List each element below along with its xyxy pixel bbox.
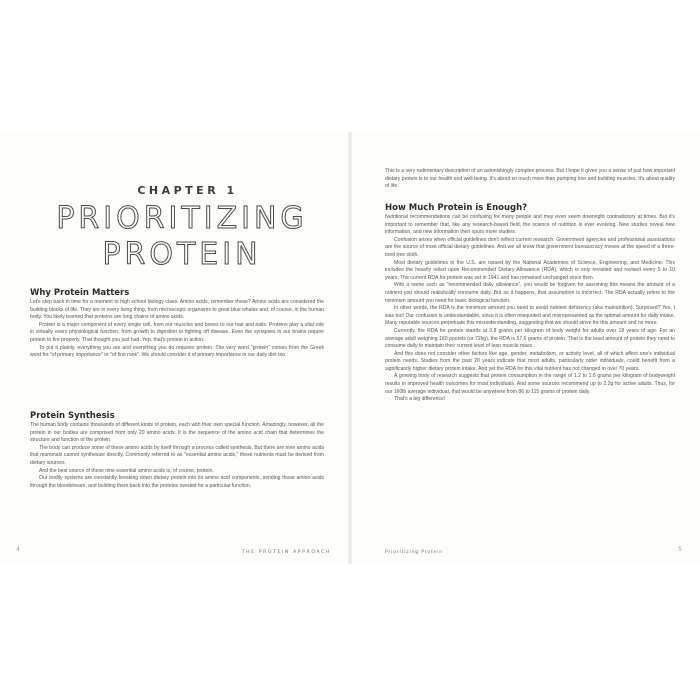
paragraph: To put it plainly, everything you are and everything you do requires protein. The very word "protein" comes from the Greek word for "of primary importance" or "of first rank". We should consider it of primary importance in our daily diet too. [30, 344, 324, 359]
why-protein-matters-section [30, 288, 324, 360]
chapter-label: CHAPTER 1 [137, 184, 238, 197]
book-spread [0, 132, 700, 564]
paragraph: That's a big difference! [394, 396, 446, 403]
protein-synthesis-section [30, 411, 324, 490]
paragraph: Most dietary guidelines in the U.S. are issued by the National Academies of Science, Engineering, and Medicine. This includes the heavily relied upon Recommended Dietary Allowance (RDA), which is only revisited and revised every 5 to 10 years. The current RDA for protein was set in 1941 and has remained unchanged since then. [385, 259, 675, 281]
paragraph: Our bodily systems are constantly breaking down dietary protein into its amino acid components, sending those amino acids through the bloodstream, and building them back into the proteins needed for a particular function. [30, 475, 324, 489]
paragraph: In other words, the RDA is the minimum amount you need to avoid nutrient deficiency (aka malnutrition). Surprised? Yes, I was too! Our confusion is understandable, since it is often misquoted and misrepresented as the optimal amount for daily intake. Many reputable sources perpetuate this misunderstanding, suggesting that we should strive for this amount and no more. [385, 305, 675, 327]
running-footer: THE PROTEIN APPROACH [241, 550, 331, 555]
chapter-title-line-2: PROTEIN [102, 237, 262, 272]
running-footer: Prioritizing Protein [385, 550, 443, 555]
paragraph: And the best source of these nine essential amino acids is, of course, protein. [39, 467, 214, 474]
how-much-protein-section [385, 203, 675, 404]
paragraph: Nutritional recommendations can be confusing for many people and may even seem downright contradictory at times. But it's important to remember that, like any research-based field, the science of nutrition is ever evolving. New studies reveal new information, and new information then spurs more studies. [385, 214, 675, 236]
paragraph: Currently, the RDA for protein stands at 0.8 grams per kilogram of body weight for adults over 18 years of age. For an average adult weighing 160 pounds (or 72kg), the RDA is 57.6 grams of protein. That is the least amount of protein they need to consume daily to maintain their current level of lean muscle mass. [385, 327, 675, 350]
chapter-title-line-1: PRIORITIZING [56, 201, 308, 236]
paragraph: The body can produce some of these amino acids by itself through a process called synthesis. But there are nine amino acids that mammals cannot synthesize directly. Commonly referred to as "essential amino acids," these nutrients must be derived from dietary sources. [30, 444, 324, 466]
section-heading: How Much Protein is Enough? [385, 203, 528, 213]
section-heading: Protein Synthesis [30, 411, 115, 421]
paragraph: Protein is a major component of every single cell, from our muscles and bones to our hair and nails. Proteins play a vital role in virtually every physiological function, from growth to digestion to fighting off disease. Even the synapses in our brains require protein to fire properly. That thought you just had. Yep, that's protein in action. [30, 321, 324, 343]
paragraph: And this does not consider other factors like age, gender, metabolism, or activity level, all of which affect one's individual protein needs. Studies from the past 20 years indicate that most adults, particularly older individuals, could benefit from a significantly higher dietary protein intake. And yet the RDA for this vital nutrient has not changed in over 70 years. [385, 350, 675, 372]
page-number: 4 [16, 546, 20, 553]
page-number: 5 [678, 546, 682, 553]
section-heading: Why Protein Matters [30, 288, 130, 298]
paragraph: The human body contains thousands of different kinds of protein, each with their own special function. Amazingly, however, all the protein in our bodies are comprised from only 20 amino acids. It is the sequence of the amino acid chain that determines the structure and function of the protein. [30, 422, 324, 444]
left-page [0, 132, 349, 564]
right-page [351, 132, 700, 564]
paragraph: A growing body of research suggests that protein consumption in the range of 1.2 to 1.6 grams per kilogram of bodyweight results in improved health outcomes for most individuals. And some sources recommend up to 2.2g for active adults. Thus, for our 160lb average individual, that would be anywhere from 86 to 115 grams of protein daily. [385, 373, 675, 395]
paragraph: Let's step back in time for a moment to high school biology class. Amino acids, remember those? Amino acids are considered the building blocks of life. They are in every living thing, from microscopic organisms to great blue whales and, of course, in the human body. You likely learned that proteins are long chains of amino acids. [30, 299, 324, 321]
paragraph: This is a very rudimentary description of an astonishingly complex process. But I hope it gives you a sense of just how important dietary protein is to our health and well-being. It's about so much more than pumping iron and building muscles. It's about quality of life. [385, 168, 675, 190]
paragraph: With a name such as "recommended daily allowance", you would be forgiven for assuming this means the amount of a nutrient you should realistically consume daily. But as it happens, that assumption is incorrect. The RDA actually refers to the minimum amount you need for basic biological function. [385, 282, 675, 304]
intro-text [385, 168, 675, 191]
paragraph: Confusion arises when official guidelines don't reflect current research. Government agencies and professional associations are the source of most official dietary guidelines. And we all know that government bureaucracy moves at the speed of a three-toed tree sloth. [385, 236, 675, 258]
